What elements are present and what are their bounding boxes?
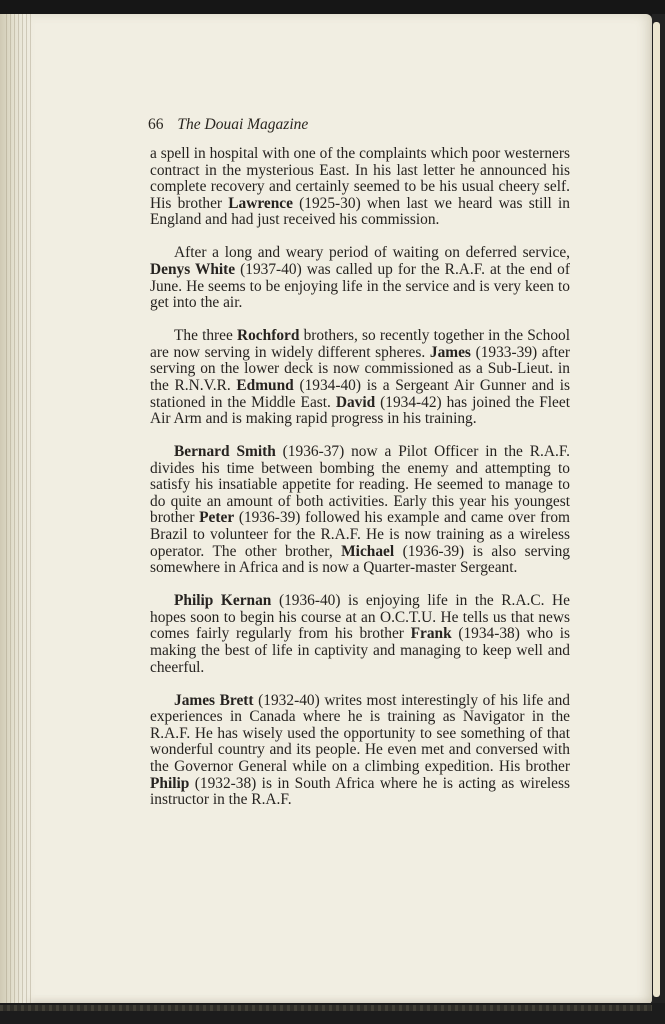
text-segment: (1934-42) has joined the Fleet Air Arm and is making rapid progress in his training. bbox=[150, 393, 570, 428]
person-name: David bbox=[335, 393, 376, 411]
text-segment: (1936-37) now a Pilot Officer in the R.A.F. divides his time between bombing the enemy and attempting to satisfy his insatiable appetite for reading. He seemed to manage to do quite an amount of both activities. Early this year his youngest brother bbox=[150, 443, 570, 527]
paragraph bbox=[150, 444, 570, 577]
paragraph bbox=[150, 146, 570, 229]
article-body bbox=[150, 146, 570, 825]
text-segment: (1932-38) is in South Africa where he is acting as wireless instructor in the R.A.F. bbox=[150, 774, 570, 809]
text-segment: (1936-39) followed his example and came over from Brazil to volunteer for the R.A.F. He is now training as a wireless operator. The other brother, bbox=[150, 509, 570, 560]
person-name: Rochford bbox=[237, 327, 300, 345]
person-name: Bernard Smith bbox=[174, 443, 276, 461]
gutter-page-edges bbox=[6, 14, 32, 1004]
person-name: Michael bbox=[341, 542, 395, 560]
person-name: Philip Kernan bbox=[174, 592, 272, 610]
text-segment: (1933-39) after serving on the lower deck is now commissioned as a Sub-Lieut. in the R.N.V.R. bbox=[150, 343, 570, 394]
text-segment: (1936-40) is enjoying life in the R.A.C. He hopes soon to begin his course at an O.C.T.U. He tells us that news comes fairly regularly from his brother bbox=[150, 592, 570, 643]
person-name: Peter bbox=[199, 509, 235, 527]
magazine-title: The Douai Magazine bbox=[177, 116, 309, 133]
text-segment: a spell in hospital with one of the complaints which poor westerners contract in the mysterious East. In his last letter he announced his complete recovery and certainly seemed to be his usual cheery self. His brother bbox=[150, 145, 570, 212]
text-segment: (1934-40) is a Sergeant Air Gunner and is stationed in the Middle East. bbox=[150, 376, 570, 411]
running-header bbox=[148, 116, 308, 134]
paragraph bbox=[150, 693, 570, 809]
page-stack-edge bbox=[0, 1005, 652, 1011]
person-name: Philip bbox=[150, 774, 190, 792]
text-segment: After a long and weary period of waiting on deferred service, bbox=[174, 244, 570, 262]
next-page-edge bbox=[653, 22, 660, 997]
text-segment: (1934-38) who is making the best of life in captivity and managing to keep well and cheerful. bbox=[150, 625, 570, 676]
person-name: Frank bbox=[410, 625, 452, 643]
paragraph bbox=[150, 593, 570, 676]
page-number: 66 bbox=[148, 116, 164, 133]
text-segment: (1937-40) was called up for the R.A.F. at the end of June. He seems to be enjoying life in the service and is very keen to get into the air. bbox=[150, 260, 570, 312]
text-segment: (1925-30) when last we heard was still in England and had just received his commission. bbox=[150, 194, 570, 229]
paragraph bbox=[150, 328, 570, 428]
text-segment: (1932-40) writes most interestingly of his life and experiences in Canada where he is training as Navigator in the R.A.F. He has wisely used the opportunity to see something of that wonderful country and its people. He even met and conversed with the Governor General while on a climbing expedition. His brother bbox=[150, 691, 570, 775]
person-name: Denys White bbox=[150, 260, 236, 278]
person-name: James Brett bbox=[174, 691, 254, 709]
text-segment: The three bbox=[174, 327, 237, 345]
person-name: Edmund bbox=[236, 376, 294, 394]
text-segment: brothers, so recently together in the School are now serving in widely different spheres. bbox=[150, 327, 570, 361]
person-name: Lawrence bbox=[228, 194, 293, 212]
person-name: James bbox=[429, 343, 471, 361]
paragraph bbox=[150, 245, 570, 311]
text-segment: (1936-39) is also serving somewhere in Africa and is now a Quarter-master Sergeant. bbox=[150, 542, 570, 577]
